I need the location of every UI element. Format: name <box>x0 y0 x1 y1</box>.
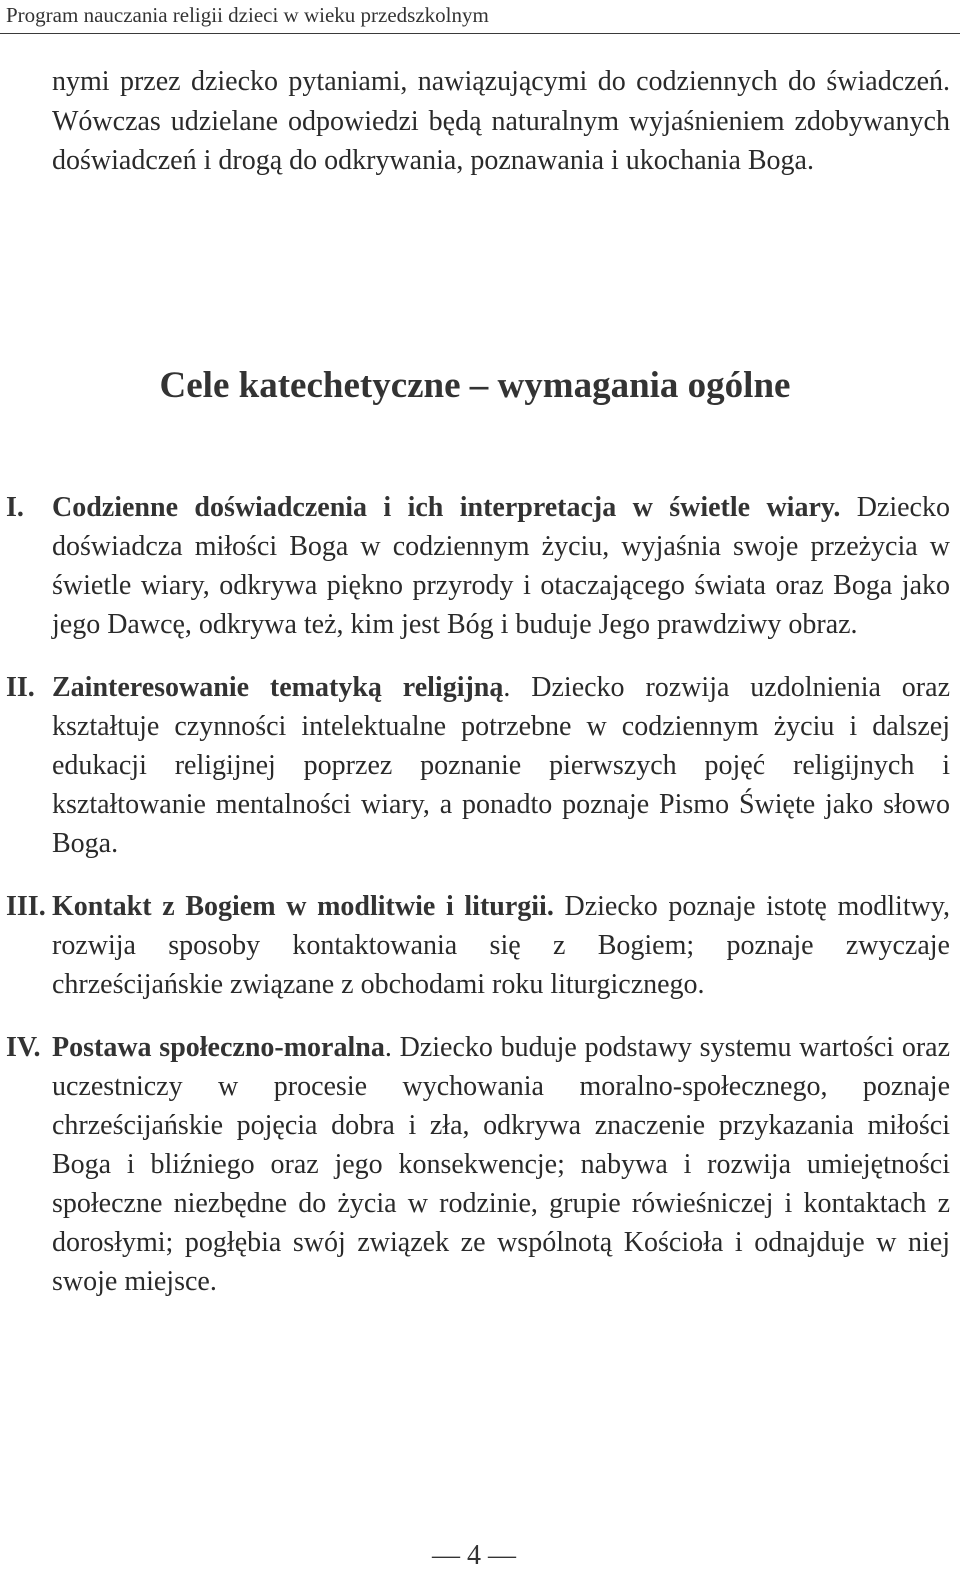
goal-title-period: . <box>546 891 554 922</box>
goals-list <box>0 488 960 1325</box>
goal-text: Dziecko doświadcza miłości Boga w codziennym życiu, wyjaśnia swoje przeżycia w świetle wiary, odkrywa piękno przyrody i otaczającego świata oraz Boga jako jego Dawcę, odkrywa też, kim jest Bóg i buduje Jego prawdziwy obraz. <box>52 492 950 640</box>
goal-item-4 <box>0 1028 950 1301</box>
goal-item-3 <box>0 887 950 1004</box>
goal-numeral: IV. <box>6 1032 41 1063</box>
goal-title: Kontakt z Bogiem w modlitwie i liturgii <box>52 891 547 922</box>
intro-paragraph: nymi przez dziecko pytaniami, nawiązującymi do codziennych do świadczeń. Wówczas udzielane odpowiedzi będą naturalnym wyjaśnieniem zdobywanych doświadczeń i drogą do odkrywania, poznawania i ukochania Boga. <box>52 66 950 176</box>
goal-text: Dziecko poznaje istotę modlitwy, rozwija sposoby kontaktowania się z Bogiem; poznaje zwyczaje chrześcijańskie związane z obchodami roku liturgicznego. <box>52 891 950 1000</box>
section-title: Cele katechetyczne – wymagania ogólne <box>159 365 791 406</box>
page-number: — 4 — <box>432 1540 516 1571</box>
goal-title-period: . <box>833 492 841 523</box>
goal-title: Zainteresowanie tematyką religijną <box>52 672 504 703</box>
goal-title-period: . <box>503 672 511 703</box>
goal-numeral: II. <box>6 672 35 703</box>
goal-title: Postawa społeczno-moralna <box>52 1032 385 1063</box>
goal-item-2 <box>0 668 950 863</box>
goal-item-1 <box>0 488 950 644</box>
running-header-title: Program nauczania religii dzieci w wieku przedszkolnym <box>6 3 489 27</box>
goal-text: Dziecko rozwija uzdolnienia oraz kształtuje czynności intelektualne potrzebne w codziennym życiu i dalszej edukacji religijnej poprzez poznanie pierwszych pojęć religijnych i kształtowanie mentalności wiary, a ponadto poznaje Pismo Święte jako słowo Boga. <box>52 672 950 859</box>
running-header <box>0 0 960 34</box>
goal-numeral: I. <box>6 492 24 523</box>
goal-numeral: III. <box>6 891 46 922</box>
goal-title: Codzienne doświadczenia i ich interpretacja w świetle wiary <box>52 492 834 523</box>
goal-title-period: . <box>384 1032 392 1063</box>
goal-text: Dziecko buduje podstawy systemu wartości oraz uczestniczy w procesie wychowania moralno-społecznego, poznaje chrześcijańskie pojęcia dobra i zła, odkrywa znaczenie przykazania miłości Boga i bliźniego oraz jego konsekwencje; nabywa i rozwija umiejętności społeczne niezbędne do życia w rodzinie, grupie rówieśniczej i kontaktach z dorosłymi; pogłębia swój związek ze wspólnotą Kościoła i odnajduje w niej swoje miejsce. <box>52 1032 950 1297</box>
